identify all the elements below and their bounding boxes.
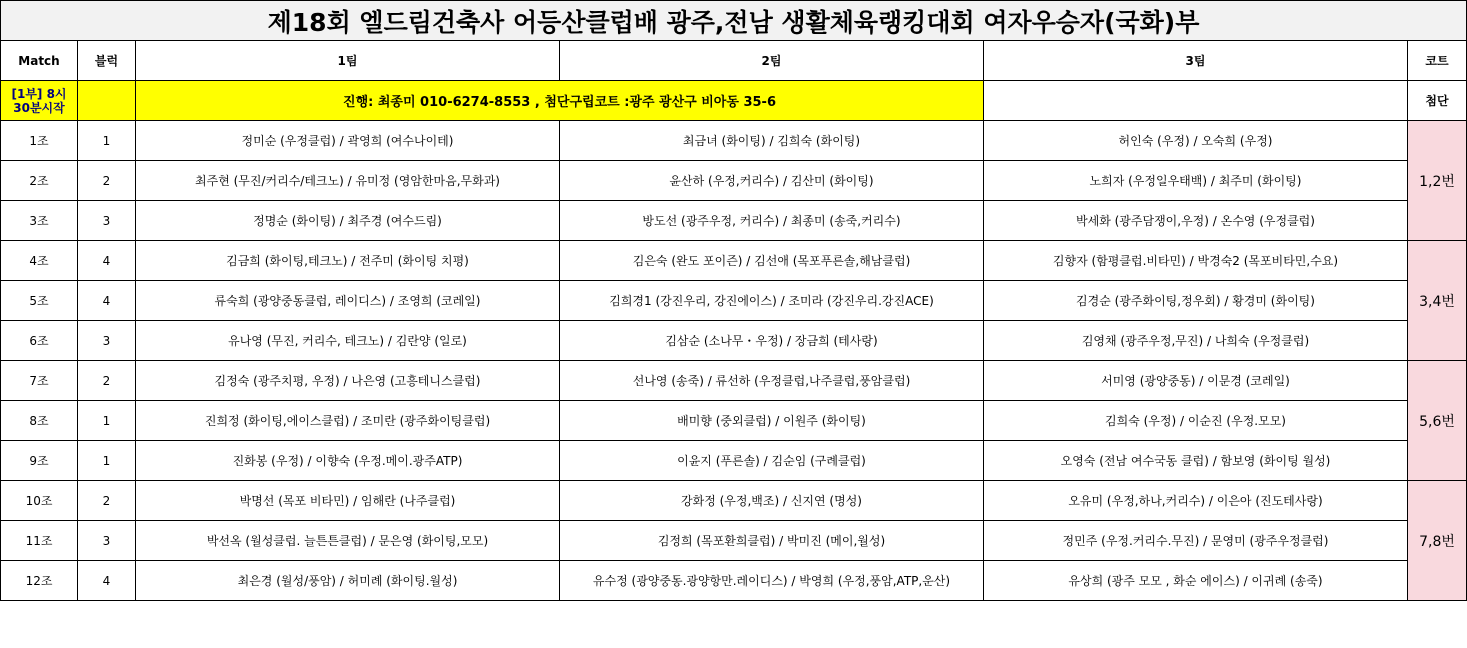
team3-cell: 정민주 (우정.커리수.무진) / 문영미 (광주우정클럽)	[984, 521, 1408, 561]
header-team3: 3팀	[984, 41, 1408, 81]
team2-cell: 김희경1 (강진우리, 강진에이스) / 조미라 (강진우리.강진ACE)	[560, 281, 984, 321]
match-cell: 1조	[1, 121, 78, 161]
team1-cell: 김정숙 (광주치평, 우정) / 나은영 (고흥테니스클럽)	[136, 361, 560, 401]
team2-cell: 김삼순 (소나무・우정) / 장금희 (테사랑)	[560, 321, 984, 361]
court-assignment: 1,2번	[1408, 121, 1467, 241]
team1-cell: 진화봉 (우정) / 이향숙 (우정.메이.광주ATP)	[136, 441, 560, 481]
match-cell: 11조	[1, 521, 78, 561]
team2-cell: 김정희 (목포환희클럽) / 박미진 (메이,월성)	[560, 521, 984, 561]
team1-cell: 박선옥 (월성클럽. 늘튼튼클럽) / 문은영 (화이팅,모모)	[136, 521, 560, 561]
team3-cell: 오영숙 (전남 여수국동 클럽) / 함보영 (화이팅 월성)	[984, 441, 1408, 481]
block-cell: 1	[78, 121, 136, 161]
team2-cell: 이윤지 (푸른솔) / 김순임 (구례클럽)	[560, 441, 984, 481]
block-cell: 3	[78, 201, 136, 241]
team2-cell: 강화정 (우정,백조) / 신지연 (명성)	[560, 481, 984, 521]
table-row	[1, 241, 1467, 281]
team3-cell: 김경순 (광주화이팅,정우회) / 황경미 (화이팅)	[984, 281, 1408, 321]
team1-cell: 최주현 (무진/커리수/테크노) / 유미정 (영암한마음,무화과)	[136, 161, 560, 201]
table-row	[1, 561, 1467, 601]
info-row	[1, 81, 1467, 121]
team2-cell: 선나영 (송죽) / 류선하 (우정클럽,나주클럽,풍암클럽)	[560, 361, 984, 401]
team3-cell: 박세화 (광주담쟁이,우정) / 온수영 (우정클럽)	[984, 201, 1408, 241]
team1-cell: 최은경 (월성/풍암) / 허미례 (화이팅.월성)	[136, 561, 560, 601]
table-row	[1, 441, 1467, 481]
table-row	[1, 121, 1467, 161]
team1-cell: 류숙희 (광양중동클럽, 레이디스) / 조영희 (코레일)	[136, 281, 560, 321]
team2-cell: 유수정 (광양중동.광양항만.레이디스) / 박영희 (우정,풍암,ATP,운산)	[560, 561, 984, 601]
table-row	[1, 361, 1467, 401]
court-assignment: 5,6번	[1408, 361, 1467, 481]
header-row	[1, 41, 1467, 81]
match-cell: 2조	[1, 161, 78, 201]
empty-cell	[78, 81, 136, 121]
header-court: 코트	[1408, 41, 1467, 81]
team3-cell: 노희자 (우정일우태백) / 최주미 (화이팅)	[984, 161, 1408, 201]
block-cell: 3	[78, 321, 136, 361]
header-team1: 1팀	[136, 41, 560, 81]
page-title: 제18회 엘드림건축사 어등산클럽배 광주,전남 생활체육랭킹대회 여자우승자(국화)부	[1, 1, 1467, 41]
court-assignment: 3,4번	[1408, 241, 1467, 361]
match-cell: 3조	[1, 201, 78, 241]
team2-cell: 최금녀 (화이팅) / 김희숙 (화이팅)	[560, 121, 984, 161]
header-team2: 2팀	[560, 41, 984, 81]
team2-cell: 윤산하 (우정,커리수) / 김산미 (화이팅)	[560, 161, 984, 201]
venue-notice: 진행: 최종미 010-6274-8553 , 첨단구립코트 :광주 광산구 비아동 35-6	[136, 81, 984, 121]
team3-cell: 서미영 (광양중동) / 이문경 (코레일)	[984, 361, 1408, 401]
title-row	[1, 1, 1467, 41]
table-row	[1, 481, 1467, 521]
header-block: 블럭	[78, 41, 136, 81]
team1-cell: 정명순 (화이팅) / 최주경 (여수드림)	[136, 201, 560, 241]
match-cell: 12조	[1, 561, 78, 601]
table-row	[1, 521, 1467, 561]
team1-cell: 김금희 (화이팅,테크노) / 전주미 (화이팅 치평)	[136, 241, 560, 281]
block-cell: 1	[78, 401, 136, 441]
block-cell: 4	[78, 281, 136, 321]
team1-cell: 정미순 (우정클럽) / 곽영희 (여수나이테)	[136, 121, 560, 161]
block-cell: 4	[78, 241, 136, 281]
block-cell: 2	[78, 161, 136, 201]
match-cell: 8조	[1, 401, 78, 441]
match-cell: 10조	[1, 481, 78, 521]
table-row	[1, 321, 1467, 361]
block-cell: 2	[78, 361, 136, 401]
table-row	[1, 401, 1467, 441]
table-row	[1, 201, 1467, 241]
block-cell: 2	[78, 481, 136, 521]
session-time: [1부] 8시 30분시작	[1, 81, 78, 121]
team1-cell: 박명선 (목포 비타민) / 임해란 (나주클럽)	[136, 481, 560, 521]
match-cell: 6조	[1, 321, 78, 361]
team3-cell: 김희숙 (우정) / 이순진 (우정.모모)	[984, 401, 1408, 441]
empty-cell	[984, 81, 1408, 121]
team2-cell: 배미향 (중외클럽) / 이원주 (화이팅)	[560, 401, 984, 441]
header-match: Match	[1, 41, 78, 81]
team3-cell: 김영채 (광주우정,무진) / 나희숙 (우정클럽)	[984, 321, 1408, 361]
match-cell: 5조	[1, 281, 78, 321]
block-cell: 3	[78, 521, 136, 561]
team1-cell: 유나영 (무진, 커리수, 테크노) / 김란양 (일로)	[136, 321, 560, 361]
match-cell: 7조	[1, 361, 78, 401]
team3-cell: 김향자 (함평클럽.비타민) / 박경숙2 (목포비타민,수요)	[984, 241, 1408, 281]
court-venue: 첨단	[1408, 81, 1467, 121]
table-row	[1, 161, 1467, 201]
team2-cell: 방도선 (광주우정, 커리수) / 최종미 (송죽,커리수)	[560, 201, 984, 241]
court-assignment: 7,8번	[1408, 481, 1467, 601]
team1-cell: 진희정 (화이팅,에이스클럽) / 조미란 (광주화이팅클럽)	[136, 401, 560, 441]
block-cell: 4	[78, 561, 136, 601]
match-cell: 9조	[1, 441, 78, 481]
table-row	[1, 281, 1467, 321]
team3-cell: 오유미 (우정,하나,커리수) / 이은아 (진도테사랑)	[984, 481, 1408, 521]
match-cell: 4조	[1, 241, 78, 281]
team3-cell: 유상희 (광주 모모 , 화순 에이스) / 이귀례 (송죽)	[984, 561, 1408, 601]
block-cell: 1	[78, 441, 136, 481]
team2-cell: 김은숙 (완도 포이즌) / 김선애 (목포푸른솔,해남클럽)	[560, 241, 984, 281]
team3-cell: 허인숙 (우정) / 오숙희 (우정)	[984, 121, 1408, 161]
